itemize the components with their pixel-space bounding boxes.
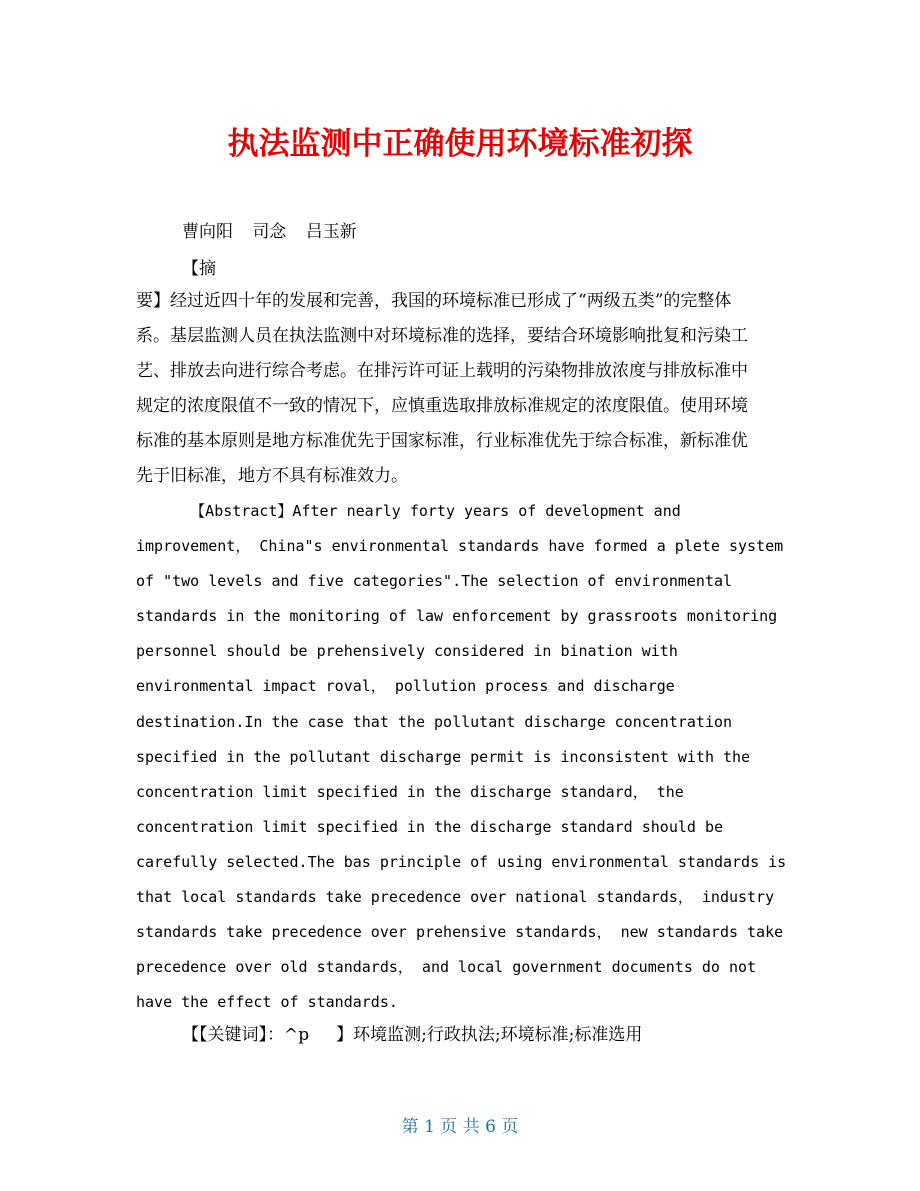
abstract-en-line: that local standards take precedence over national standards， industry	[136, 888, 775, 907]
abstract-cn-line: 系。基层监测人员在执法监测中对环境标准的选择，要结合环境影响批复和污染工	[136, 326, 748, 346]
author-name: 司念	[252, 222, 287, 242]
abstract-en-line: personnel should be prehensively considered in bination with	[136, 642, 678, 661]
author-name: 曹向阳	[182, 222, 233, 242]
abstract-cn-line: 规定的浓度限值不一致的情况下，应慎重选取排放标准规定的浓度限值。使用环境	[136, 396, 748, 416]
abstract-en-line: 【Abstract】After nearly forty years of development and	[136, 502, 681, 520]
abstract-cn-heading: 【摘	[182, 259, 216, 279]
abstract-cn	[136, 284, 786, 494]
abstract-en-line: of "two levels and five categories".The selection of environmental	[136, 572, 733, 591]
author-name: 吕玉新	[305, 222, 357, 242]
author-list	[182, 217, 371, 242]
abstract-en-line: specified in the pollutant discharge permit is inconsistent with the	[136, 747, 751, 766]
abstract-en-line: concentration limit specified in the discharge standard should be	[136, 817, 723, 836]
abstract-en-line: have the effect of standards.	[136, 993, 398, 1012]
abstract-en-line: improvement， China"s environmental standards have formed a plete system	[136, 537, 784, 556]
abstract-en-line: standards take precedence over prehensive standards， new standards take	[136, 923, 784, 942]
abstract-cn-line: 要】经过近四十年的发展和完善，我国的环境标准已形成了“两级五类”的完整体	[136, 291, 732, 311]
abstract-en-line: standards in the monitoring of law enforcement by grassroots monitoring	[136, 607, 778, 626]
abstract-en-line: carefully selected.The bas principle of using environmental standards is	[136, 852, 787, 871]
page-footer: 第 1 页 共 6 页	[401, 1117, 519, 1137]
document-title: 执法监测中正确使用环境标准初探	[227, 126, 693, 162]
abstract-en-line: concentration limit specified in the discharge standard， the	[136, 782, 684, 801]
keywords-line: 【【关键词】：^p 】环境监测;行政执法;环境标准;标准选用	[182, 1025, 643, 1045]
abstract-en-line: precedence over old standards， and local government documents do not	[136, 958, 757, 977]
abstract-en	[136, 494, 796, 1020]
abstract-en-line: environmental impact roval， pollution process and discharge	[136, 677, 675, 696]
abstract-cn-line: 先于旧标准，地方不具有标准效力。	[136, 466, 408, 486]
abstract-cn-line: 标准的基本原则是地方标准优先于国家标准，行业标准优先于综合标准，新标准优	[136, 431, 748, 451]
abstract-cn-line: 艺、排放去向进行综合考虑。在排污许可证上载明的污染物排放浓度与排放标准中	[136, 361, 748, 381]
abstract-en-line: destination.In the case that the pollutant discharge concentration	[136, 712, 733, 731]
